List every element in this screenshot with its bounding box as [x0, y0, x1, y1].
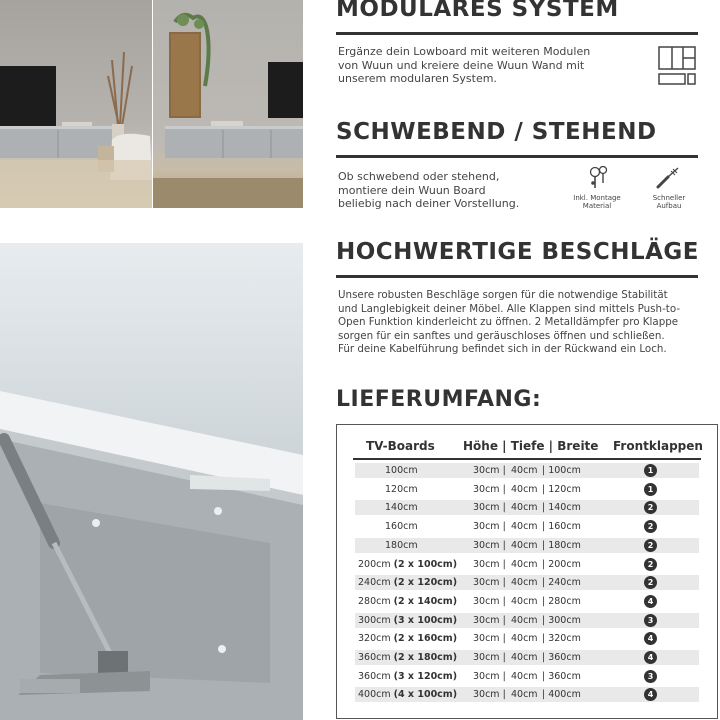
row-flap-count-badge: 2: [644, 501, 657, 514]
row-depth: 40cm: [511, 502, 538, 514]
row-width: | 160cm: [542, 521, 581, 533]
row-board-size: [385, 520, 418, 533]
row-height: 30cm |: [473, 539, 506, 551]
row-flap-count-badge: 1: [644, 464, 657, 477]
table-row: [355, 482, 699, 497]
fittings-line-3: Open Funktion kinderleicht zu öffnen. 2 Metalldämpfer pro Klappe: [338, 316, 679, 329]
table-row: [355, 463, 699, 478]
mounting-line-3: beliebig nach deiner Vorstellung.: [338, 197, 520, 211]
row-width: | 360cm: [542, 652, 581, 663]
row-combo-value: (3 x 120cm): [393, 670, 458, 682]
mounting-line-1: Ob schwebend oder stehend,: [338, 170, 500, 183]
row-width: | 180cm: [542, 539, 581, 551]
table-header-rule: [353, 458, 701, 460]
screws-icon: [588, 166, 610, 190]
fittings-line-5: Für deine Kabelführung befindet sich in der Rückwand ein Loch.: [338, 343, 667, 356]
row-size-value: 360cm: [358, 670, 391, 682]
table-row: [355, 500, 699, 515]
row-combo-value: (4 x 100cm): [393, 689, 458, 701]
row-depth: 40cm: [511, 614, 538, 626]
row-size-value: 360cm: [358, 652, 391, 663]
row-height: 30cm |: [473, 502, 506, 514]
section-rule-mounting: [336, 155, 698, 158]
row-size-value: 400cm: [358, 689, 391, 701]
mounting-description: [338, 170, 519, 211]
row-combo-value: (2 x 180cm): [393, 652, 458, 663]
screwdriver-icon: [655, 166, 681, 190]
row-flap-count-badge: 4: [644, 632, 657, 645]
row-flap-count-badge: 4: [644, 688, 657, 701]
row-width: | 240cm: [542, 577, 581, 589]
row-width: | 300cm: [542, 614, 581, 626]
row-board-size: [358, 632, 457, 645]
table-header-flaps: Frontklappen: [613, 439, 703, 453]
section-rule-fittings: [336, 275, 698, 278]
row-size-value: 140cm: [385, 502, 418, 514]
row-height: 30cm |: [473, 465, 506, 476]
gas-strut-hinge-photo: [0, 243, 303, 720]
row-board-size: [358, 670, 457, 683]
row-height: 30cm |: [473, 670, 506, 682]
row-depth: 40cm: [511, 689, 538, 701]
row-height: 30cm |: [473, 521, 506, 533]
feature-label-line: Inkl. Montage: [573, 194, 621, 202]
row-board-size: [358, 688, 457, 701]
table-header-boards: TV-Boards: [366, 439, 435, 453]
row-combo-value: (2 x 100cm): [393, 558, 458, 570]
row-board-size: [358, 651, 457, 664]
living-room-photo: [0, 0, 152, 208]
row-height: 30cm |: [473, 558, 506, 570]
table-row: [355, 631, 699, 646]
row-size-value: 100cm: [385, 465, 418, 476]
feature-label-line: Schneller: [652, 194, 686, 202]
row-width: | 400cm: [542, 689, 581, 701]
row-depth: 40cm: [511, 670, 538, 682]
row-width: | 360cm: [542, 670, 581, 682]
hinge-illustration: [0, 243, 303, 720]
row-board-size: [385, 483, 418, 496]
fittings-line-2: und Langlebigkeit deiner Möbel. Alle Klappen sind mittels Push-to-: [338, 302, 681, 315]
row-depth: 40cm: [511, 521, 538, 533]
modular-line-2: von Wuun und kreiere deine Wuun Wand mit: [338, 58, 585, 72]
modular-line-1: Ergänze dein Lowboard mit weiteren Modulen: [338, 45, 591, 58]
section-title-fittings: HOCHWERTIGE BESCHLÄGE: [336, 239, 700, 265]
modular-line-3: unserem modularen System.: [338, 72, 497, 86]
section-title-modular: MODULARES SYSTEM: [336, 0, 619, 22]
mounting-line-2: montiere dein Wuun Board: [338, 183, 486, 197]
feature-label-line: Material: [582, 202, 612, 210]
fittings-description: [338, 289, 680, 357]
row-height: 30cm |: [473, 652, 506, 663]
row-combo-value: (3 x 100cm): [393, 614, 458, 626]
row-size-value: 280cm: [358, 595, 391, 607]
living-room-illustration: [0, 0, 152, 208]
row-width: | 100cm: [542, 465, 581, 476]
table-row: [355, 594, 699, 609]
row-depth: 40cm: [511, 577, 538, 589]
row-size-value: 320cm: [358, 633, 391, 645]
row-flap-count-badge: 3: [644, 670, 657, 683]
modular-wall-icon: [658, 46, 696, 86]
feature-label-mounting-material: [570, 194, 624, 210]
fittings-line-4: sorgen für ein sanftes und geräuschloses öffnen und schließen.: [338, 329, 665, 342]
table-row: [355, 575, 699, 590]
row-board-size: [358, 614, 457, 627]
feature-label-quick-assembly: [645, 194, 693, 210]
section-title-delivery: LIEFERUMFANG:: [336, 387, 542, 412]
row-height: 30cm |: [473, 689, 506, 701]
row-depth: 40cm: [511, 633, 538, 645]
table-row: [355, 557, 699, 572]
row-depth: 40cm: [511, 558, 538, 570]
row-size-value: 160cm: [385, 521, 418, 533]
row-depth: 40cm: [511, 652, 538, 663]
row-board-size: [358, 558, 457, 571]
row-height: 30cm |: [473, 633, 506, 645]
row-flap-count-badge: 2: [644, 539, 657, 552]
row-board-size: [358, 576, 457, 589]
row-size-value: 300cm: [358, 614, 391, 626]
row-depth: 40cm: [511, 539, 538, 551]
row-width: | 280cm: [542, 595, 581, 607]
row-height: 30cm |: [473, 577, 506, 589]
table-header-dimensions: Höhe | Tiefe | Breite: [463, 439, 599, 453]
row-combo-value: (2 x 160cm): [393, 633, 458, 645]
row-size-value: 120cm: [385, 483, 418, 495]
row-size-value: 200cm: [358, 558, 391, 570]
row-depth: 40cm: [511, 483, 538, 495]
row-flap-count-badge: 4: [644, 651, 657, 664]
row-flap-count-badge: 2: [644, 520, 657, 533]
row-combo-value: (2 x 140cm): [393, 595, 458, 607]
row-flap-count-badge: 2: [644, 558, 657, 571]
wall-unit-illustration: [153, 0, 303, 208]
table-row: [355, 687, 699, 702]
section-rule-modular: [336, 32, 698, 35]
row-board-size: [385, 539, 418, 552]
row-board-size: [385, 501, 418, 514]
row-depth: 40cm: [511, 595, 538, 607]
row-board-size: [385, 464, 418, 477]
table-row: [355, 613, 699, 628]
row-flap-count-badge: 3: [644, 614, 657, 627]
row-flap-count-badge: 2: [644, 576, 657, 589]
row-width: | 200cm: [542, 558, 581, 570]
feature-label-line: Aufbau: [656, 202, 682, 210]
row-width: | 120cm: [542, 483, 581, 495]
table-row: [355, 669, 699, 684]
modular-description: [338, 45, 590, 86]
fittings-line-1: Unsere robusten Beschläge sorgen für die notwendige Stabilität: [338, 289, 668, 301]
wall-unit-photo: [153, 0, 303, 208]
row-height: 30cm |: [473, 595, 506, 607]
section-title-mounting: SCHWEBEND / STEHEND: [336, 119, 657, 145]
row-flap-count-badge: 4: [644, 595, 657, 608]
row-height: 30cm |: [473, 483, 506, 495]
row-width: | 320cm: [542, 633, 581, 645]
row-flap-count-badge: 1: [644, 483, 657, 496]
row-combo-value: (2 x 120cm): [393, 577, 458, 589]
row-board-size: [358, 595, 457, 608]
row-width: | 140cm: [542, 502, 581, 514]
row-depth: 40cm: [511, 465, 538, 476]
table-row: [355, 650, 699, 665]
row-height: 30cm |: [473, 614, 506, 626]
table-row: [355, 519, 699, 534]
table-row: [355, 538, 699, 553]
row-size-value: 240cm: [358, 577, 391, 589]
row-size-value: 180cm: [385, 539, 418, 551]
